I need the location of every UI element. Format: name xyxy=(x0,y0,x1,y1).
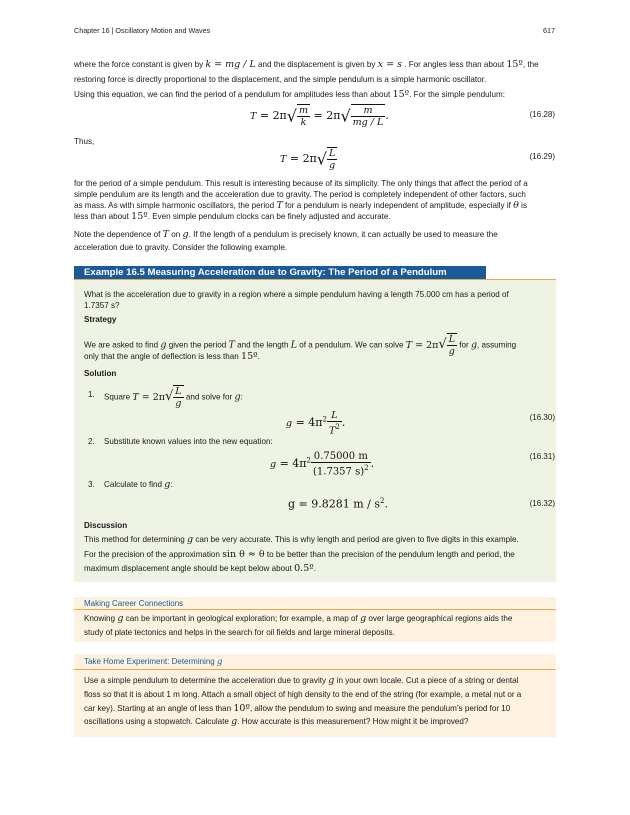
discussion-l2: For the precision of the approximation sin θ ≈ θ to be better than the precision of the pendulum length and period, the xyxy=(84,549,515,560)
paragraph-period-intro: Using this equation, we can find the period of a pendulum for amplitudes less than about 15º. For the simple pendulum: xyxy=(74,89,505,100)
equation-number-16-28: (16.28) xyxy=(529,110,555,119)
example-title: Example 16.5 Measuring Acceleration due to Gravity: The Period of a Pendulum xyxy=(74,266,486,280)
paragraph-result-line4: less than about 15º. Even simple pendulum clocks can be finely adjusted and accurate. xyxy=(74,211,391,222)
career-rule xyxy=(74,609,556,610)
paragraph-result-line1: for the period of a simple pendulum. This result is interesting because of its simplicity. The only things that affect the period of a xyxy=(74,179,528,188)
equation-number-16-30: (16.30) xyxy=(529,413,555,422)
paragraph-dependence-line2: acceleration due to gravity. Consider the following example. xyxy=(74,243,288,252)
strategy-text-l2: only that the angle of deflection is less than 15º. xyxy=(84,351,260,362)
discussion-l1: This method for determining g can be very accurate. This is why length and period are given to five digits in this example. xyxy=(84,534,519,545)
equation-16-29: T = 2π√ $\frac{L}{g}$ xyxy=(280,148,336,171)
thus-label: Thus, xyxy=(74,137,95,146)
paragraph-restoring-force: restoring force is directly proportional to the displacement, and the simple pendulum is a simple harmonic oscillator. xyxy=(74,75,487,84)
solution-heading: Solution xyxy=(84,369,117,378)
equation-16-31: $g = 4\pi^2$ $\frac{0.75000 m}{(1.7357 s)^2}$ . xyxy=(270,451,375,478)
page-number: 617 xyxy=(543,26,555,35)
experiment-text-l2: floss so that it is about 1 m long. Attach a small object of high density to the end of the string (for example, a metal nut or a xyxy=(84,690,522,699)
experiment-rule xyxy=(74,669,556,670)
career-title: Making Career Connections xyxy=(84,599,184,608)
step3-text: Calculate to find g: xyxy=(104,479,173,490)
step2-number: 2. xyxy=(88,437,95,446)
career-text-l1: Knowing g can be important in geological exploration; for example, a map of g over large geographical regions aids the xyxy=(84,613,513,624)
equation-number-16-29: (16.29) xyxy=(529,152,555,161)
experiment-text-l1: Use a simple pendulum to determine the acceleration due to gravity g in your own locale. Cut a piece of a string or dental xyxy=(84,675,519,686)
paragraph-force-constant: where the force constant is given by k = mg / L and the displacement is given by x = s . For angles less than about 15º, the xyxy=(74,59,539,70)
career-text-l2: study of plate tectonics and helps in the search for oil fields and large mineral deposits. xyxy=(84,628,395,637)
paragraph-dependence-line1: Note the dependence of T on g. If the length of a pendulum is precisely known, it can actually be used to measure the xyxy=(74,229,498,240)
step1-number: 1. xyxy=(88,390,95,399)
experiment-text-l4: oscillations using a stopwatch. Calculate g. How accurate is this measurement? How might it be improved? xyxy=(84,716,469,727)
chapter-header: Chapter 16 | Oscillatory Motion and Waves xyxy=(74,26,211,35)
equation-16-32: g = 9.8281 m / $s^2$. xyxy=(288,497,388,511)
step1-text: Square T = 2π√ $\frac{L}{g}$ and solve for g: xyxy=(104,386,243,409)
step3-number: 3. xyxy=(88,480,95,489)
equation-number-16-32: (16.32) xyxy=(529,499,555,508)
paragraph-result-line2: simple pendulum are its length and the acceleration due to gravity. The period is completely independent of other factors, such xyxy=(74,190,526,199)
discussion-heading: Discussion xyxy=(84,521,128,530)
step2-text: Substitute known values into the new equation: xyxy=(104,437,273,446)
equation-16-30: $g = 4\pi^2$ $\frac{L}{T^2}$ . xyxy=(286,410,346,437)
strategy-heading: Strategy xyxy=(84,315,117,324)
example-header xyxy=(74,266,556,280)
paragraph-result-line3: as mass. As with simple harmonic oscillators, the period T for a pendulum is nearly independent of amplitude, especially if θ is xyxy=(74,200,527,211)
experiment-title: Take Home Experiment: Determining g xyxy=(84,657,223,667)
experiment-text-l3: car key). Starting at an angle of less than 10º, allow the pendulum to swing and measure the pendulum’s period for 10 xyxy=(84,703,511,714)
equation-number-16-31: (16.31) xyxy=(529,452,555,461)
equation-16-28: T = 2π√ $\frac{m}{k}$ = 2π√ $\frac{m}{mg / L}$ . xyxy=(250,105,389,128)
example-question-l2: 1.7357 s? xyxy=(84,301,120,310)
strategy-text-l1: We are asked to find g given the period T and the length L of a pendulum. We can solve T = 2π√ $\frac{L}{g}$ for g, assuming xyxy=(84,334,517,357)
example-question-l1: What is the acceleration due to gravity in a region where a simple pendulum having a length 75.000 cm has a period of xyxy=(84,290,509,299)
discussion-l3: maximum displacement angle should be kept below about 0.5º. xyxy=(84,563,316,574)
